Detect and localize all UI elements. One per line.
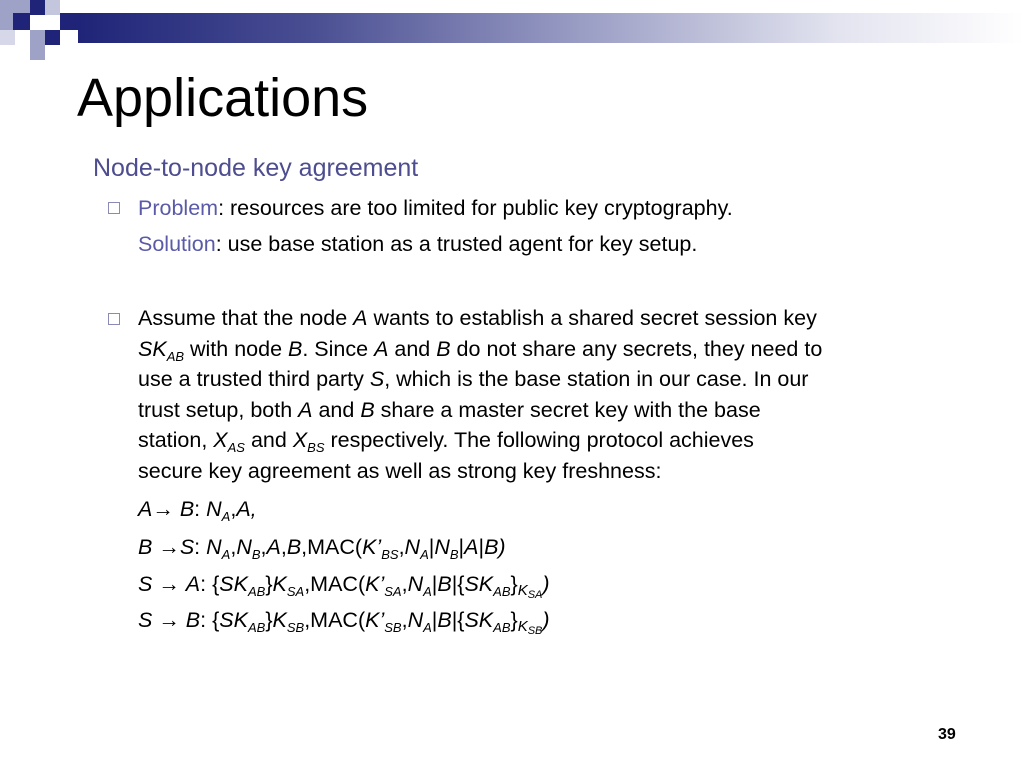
problem-text: : resources are too limited for public key cryptography. [218, 196, 733, 220]
protocol-step-1: A→ B: $N_A,A$, [138, 497, 257, 524]
slide-title: Applications [77, 68, 369, 128]
protocol-step-4: S → B: $\{SK_{AB}\}K_{SB},MAC(K’_{SB},N_A|B|\{SK_{AB}\}K_{SB})$ [138, 608, 550, 637]
protocol-step-2: B →S: $N_A,N_B,A,B,MAC(K’_{BS},N_A|N_B|A|B)$ [138, 535, 506, 562]
solution-label: Solution [138, 232, 216, 256]
bullet-square-icon [108, 202, 120, 214]
bullet-square-icon [108, 313, 120, 325]
solution-line [138, 229, 697, 259]
slide-subtitle: Node-to-node key agreement [93, 154, 419, 182]
page-number: 39 [938, 726, 956, 743]
protocol-step-3: S → A: $\{SK_{AB}\}K_{SA},MAC(K’_{SA},N_A|B|\{SK_{AB}\}K_{SA})$ [138, 572, 550, 601]
solution-text: : use base station as a trusted agent for key setup. [215, 232, 698, 256]
problem-label: Problem [138, 196, 219, 220]
problem-line [138, 193, 733, 223]
